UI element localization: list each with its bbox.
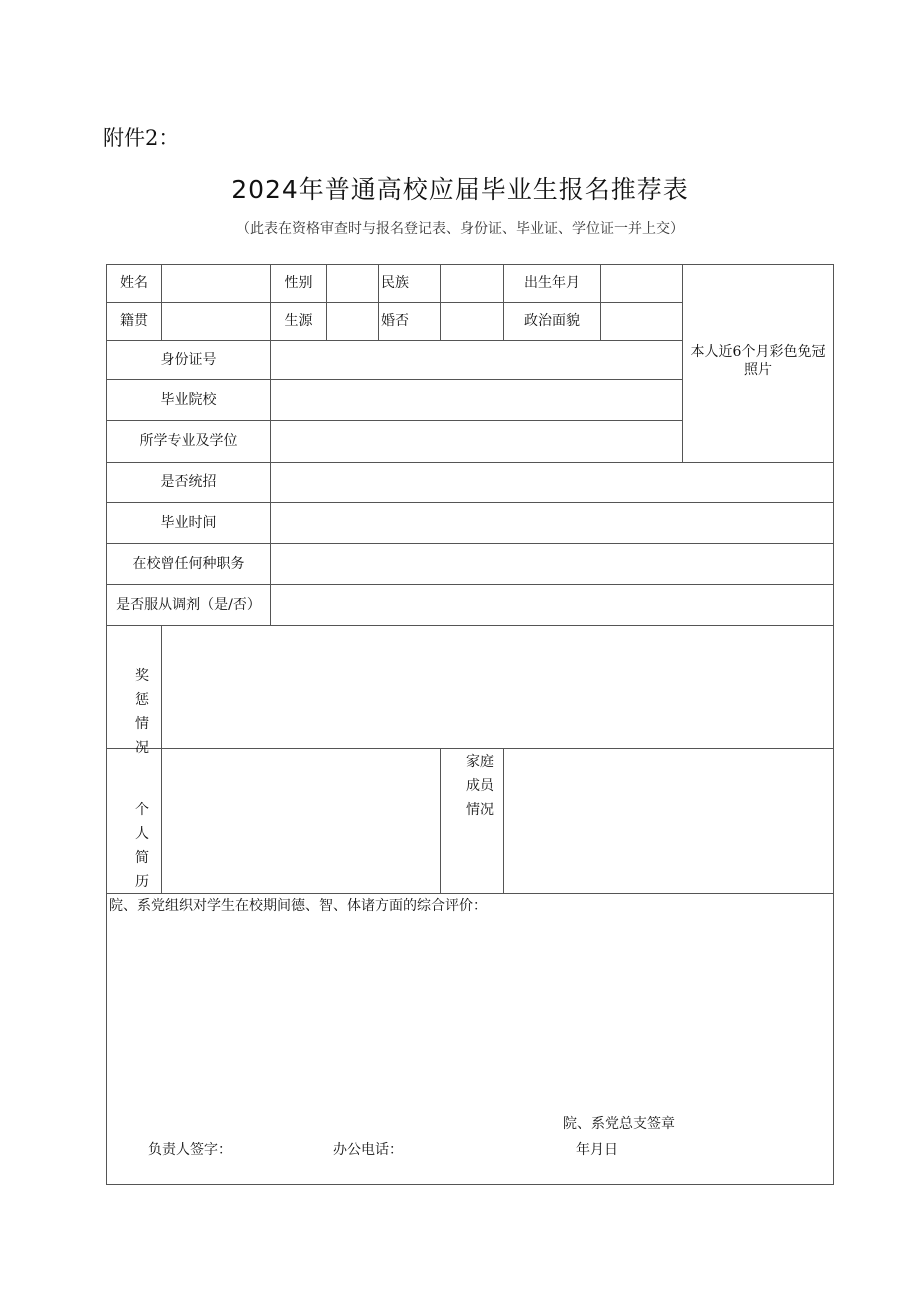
unified-field[interactable] bbox=[271, 463, 833, 502]
id-field[interactable] bbox=[271, 341, 682, 379]
photo-placeholder[interactable] bbox=[684, 343, 832, 379]
name-label: 姓名 bbox=[120, 275, 148, 291]
gender-label: 性别 bbox=[284, 275, 313, 291]
name-field[interactable] bbox=[162, 265, 270, 302]
ethnicity-label: 民族 bbox=[381, 275, 409, 291]
political-label: 政治面貌 bbox=[524, 313, 580, 329]
ethnicity-field[interactable] bbox=[441, 265, 503, 302]
major-label: 所学专业及学位 bbox=[139, 433, 238, 449]
id-label: 身份证号 bbox=[160, 352, 217, 368]
awards-label: 奖惩情况 bbox=[135, 668, 149, 756]
marital-field[interactable] bbox=[441, 303, 503, 340]
resume-label: 个人简历 bbox=[135, 802, 149, 890]
political-field[interactable] bbox=[601, 303, 682, 340]
evaluation-label: 院、系党组织对学生在校期间德、智、体诸方面的综合评价： bbox=[109, 898, 487, 914]
phone-label: 办公电话： bbox=[333, 1142, 403, 1158]
native-field[interactable] bbox=[162, 303, 270, 340]
date-label: 年月日 bbox=[576, 1142, 618, 1158]
school-label: 毕业院校 bbox=[160, 392, 217, 408]
family-label: 家庭成员情况 bbox=[466, 754, 494, 818]
unified-label: 是否统招 bbox=[160, 474, 217, 490]
grad-time-field[interactable] bbox=[271, 503, 833, 543]
attachment-label: 附件2： bbox=[103, 126, 180, 150]
photo-note: 本人近6个月彩色免冠照片 bbox=[690, 344, 826, 378]
origin-label: 生源 bbox=[284, 313, 313, 329]
resume-field[interactable] bbox=[162, 749, 440, 893]
school-field[interactable] bbox=[271, 380, 682, 420]
awards-field[interactable] bbox=[162, 626, 833, 748]
position-label: 在校曾任何种职务 bbox=[132, 556, 245, 572]
gender-field[interactable] bbox=[327, 265, 378, 302]
major-field[interactable] bbox=[271, 421, 682, 462]
marital-label: 婚否 bbox=[381, 313, 409, 329]
birth-label: 出生年月 bbox=[524, 275, 580, 291]
birth-field[interactable] bbox=[601, 265, 682, 302]
seal-label: 院、系党总支签章 bbox=[563, 1116, 675, 1132]
signer-label: 负责人签字： bbox=[148, 1142, 232, 1158]
family-field[interactable] bbox=[504, 749, 833, 893]
origin-field[interactable] bbox=[327, 303, 378, 340]
position-field[interactable] bbox=[271, 544, 833, 584]
adjust-field[interactable] bbox=[271, 585, 833, 625]
adjust-label: 是否服从调剂（是/否） bbox=[116, 597, 261, 613]
native-label: 籍贯 bbox=[120, 313, 148, 329]
grad-time-label: 毕业时间 bbox=[160, 515, 217, 531]
form-title: 2024年普通高校应届毕业生报名推荐表 bbox=[231, 175, 689, 204]
evaluation-field[interactable] bbox=[107, 918, 833, 1108]
form-note: （此表在资格审查时与报名登记表、身份证、毕业证、学位证一并上交） bbox=[236, 221, 684, 237]
